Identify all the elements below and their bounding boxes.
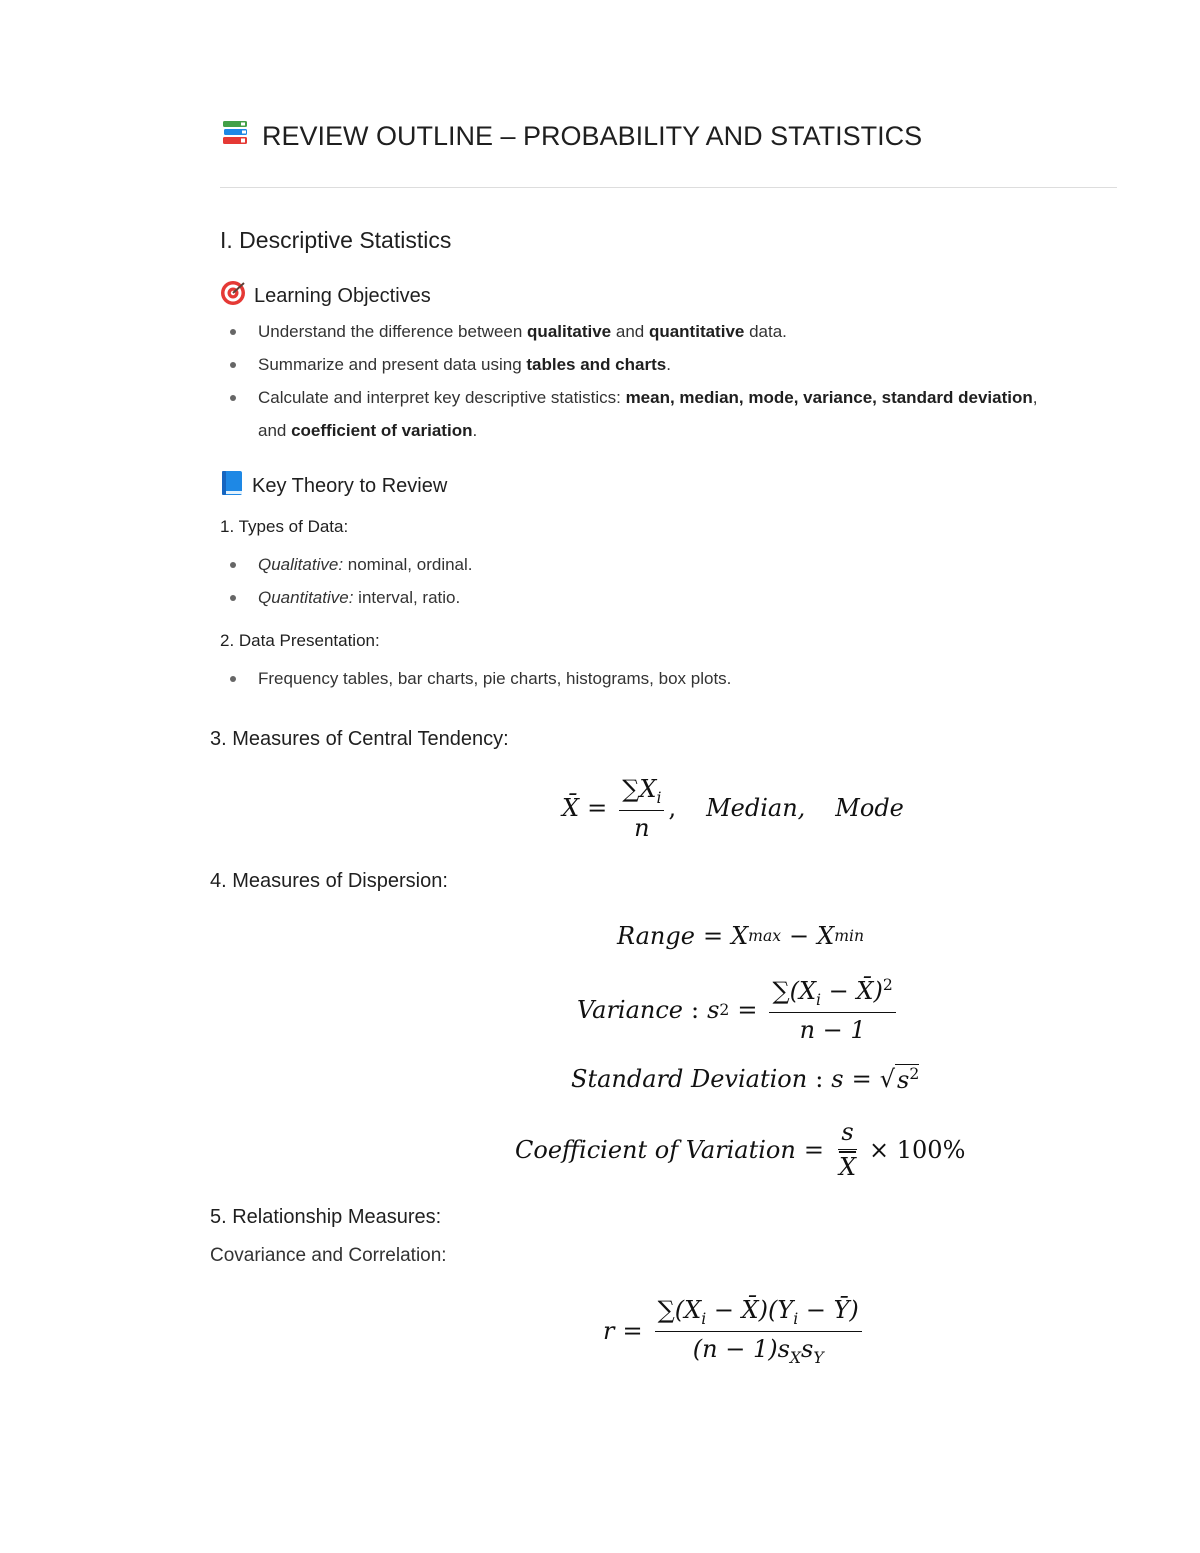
list-item: Frequency tables, bar charts, pie charts, histograms, box plots.	[220, 662, 731, 695]
theory-heading-text: Key Theory to Review	[252, 474, 448, 497]
title-text: REVIEW OUTLINE – PROBABILITY AND STATISTICS	[262, 121, 923, 151]
range-formula: Range = X max − X min	[617, 922, 865, 950]
list-item: Understand the difference between qualitative and quantitative data.	[220, 315, 1037, 348]
books-icon	[220, 118, 250, 155]
types-list	[220, 548, 473, 614]
blue-book-icon	[220, 470, 244, 502]
page-title	[220, 118, 922, 155]
cv-formula: Coefficient of Variation = $\frac{s}{X}$ × 100%	[515, 1118, 966, 1181]
list-item: Qualitative: nominal, ordinal.	[220, 548, 473, 581]
relationship-heading: 5. Relationship Measures:	[210, 1206, 442, 1228]
sd-formula: Standard Deviation : s = √ $s^2$	[571, 1065, 920, 1094]
presentation-list	[220, 662, 731, 695]
objectives-heading-text: Learning Objectives	[254, 284, 431, 307]
types-heading: 1. Types of Data:	[220, 517, 349, 536]
mean-formula: X̄ = $\frac{\sum X_i}{n}$ , Median, Mode	[562, 775, 904, 842]
target-icon	[220, 280, 246, 312]
list-item: Calculate and interpret key descriptive statistics: mean, median, mode, variance, standard deviation, and coefficient of variation.	[220, 381, 1037, 447]
objectives-list	[220, 315, 1037, 447]
correlation-formula: r = $\frac{\sum(X_i - X̄)(Y_i - Ȳ)}{(n - 1)s_Xs_Y}$	[603, 1296, 866, 1367]
objectives-heading	[220, 280, 431, 312]
central-heading: 3. Measures of Central Tendency:	[210, 728, 509, 750]
title-divider	[220, 187, 1117, 188]
variance-formula: Variance : s 2 = $\frac{\sum(X_i - X̄)^2}{n - 1}$	[577, 976, 900, 1044]
relationship-text: Covariance and Correlation:	[210, 1245, 447, 1266]
section-heading: I. Descriptive Statistics	[220, 227, 452, 253]
list-item: Summarize and present data using tables and charts.	[220, 348, 1037, 381]
list-item: Quantitative: interval, ratio.	[220, 581, 473, 614]
presentation-heading: 2. Data Presentation:	[220, 631, 380, 650]
dispersion-heading: 4. Measures of Dispersion:	[210, 870, 448, 892]
theory-heading	[220, 470, 447, 502]
